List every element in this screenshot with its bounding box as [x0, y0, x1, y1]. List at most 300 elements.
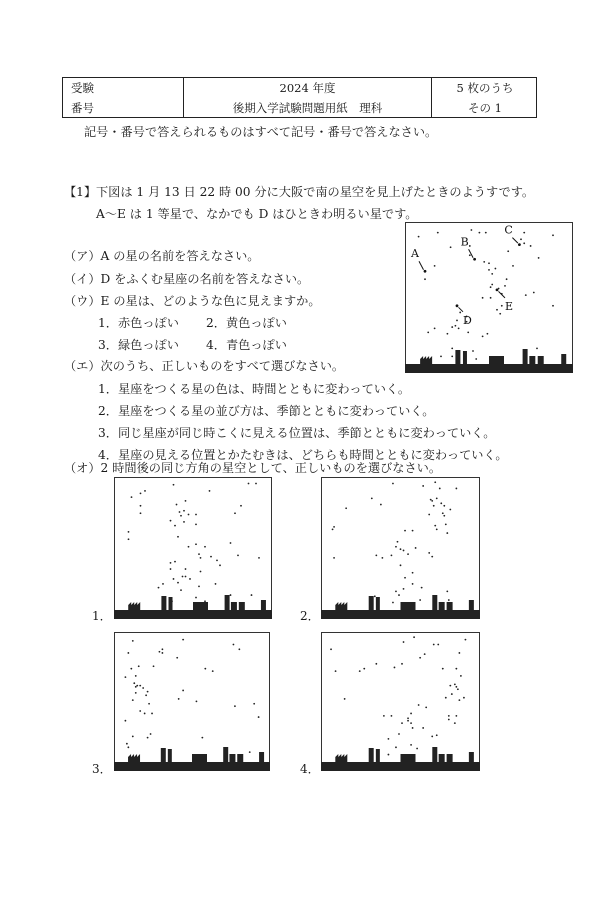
- star: [142, 687, 144, 689]
- star: [395, 746, 397, 748]
- chart-frame: [115, 478, 272, 619]
- star: [237, 555, 239, 557]
- star: [455, 668, 457, 670]
- building: [231, 602, 237, 610]
- building: [447, 602, 453, 610]
- star: [424, 653, 426, 655]
- star: [428, 552, 430, 554]
- star: [151, 713, 153, 715]
- star: [153, 665, 155, 667]
- star: [530, 245, 532, 247]
- star: [170, 520, 172, 522]
- star: [428, 514, 430, 516]
- star: [174, 525, 176, 527]
- building: [432, 595, 437, 610]
- star: [451, 693, 453, 695]
- choice-u-4: 4．青色っぽい: [206, 338, 287, 352]
- exam-title-cell: [184, 78, 432, 117]
- star: [251, 594, 253, 596]
- star: [536, 347, 538, 349]
- star: [170, 568, 172, 570]
- star: [448, 719, 450, 721]
- star: [412, 583, 414, 585]
- star: [445, 697, 447, 699]
- star: [127, 746, 129, 748]
- star: [234, 512, 236, 514]
- star: [173, 484, 175, 486]
- star: [391, 555, 393, 557]
- choice-e-1: 1．星座をつくる星の色は、時間とともに変わっていく。: [98, 382, 411, 396]
- star: [195, 597, 197, 599]
- star: [240, 505, 242, 507]
- option-chart-4[interactable]: [321, 632, 480, 771]
- star: [128, 538, 130, 540]
- star: [371, 497, 373, 499]
- star: [248, 483, 250, 485]
- star: [412, 530, 414, 532]
- star: [434, 525, 436, 527]
- star: [125, 676, 127, 678]
- option-chart-1[interactable]: [114, 477, 272, 619]
- star: [404, 530, 406, 532]
- star: [488, 269, 490, 271]
- star: [177, 536, 179, 538]
- star: [176, 657, 178, 659]
- star: [170, 562, 172, 564]
- star: [344, 698, 346, 700]
- exam-title: 後期入学試験問題用紙 理科: [232, 101, 383, 115]
- star: [434, 481, 436, 483]
- star: [210, 556, 212, 558]
- building: [447, 754, 453, 762]
- star: [490, 297, 492, 299]
- star: [159, 651, 161, 653]
- star: [430, 499, 432, 501]
- star: [135, 675, 137, 677]
- star: [431, 736, 433, 738]
- star: [463, 697, 465, 699]
- building: [369, 748, 374, 762]
- star-a: [424, 270, 427, 273]
- star: [533, 292, 535, 294]
- star: [189, 578, 191, 580]
- star: [410, 744, 412, 746]
- star: [465, 639, 467, 641]
- chart-frame: [322, 478, 480, 619]
- choice-e-4: 4．星座の見える位置とかたむきは、どちらも時間とともに変わっていく。: [98, 448, 508, 462]
- star: [332, 528, 334, 530]
- star: [504, 285, 506, 287]
- star: [482, 297, 484, 299]
- star: [472, 350, 474, 352]
- star: [458, 328, 460, 330]
- star: [200, 571, 202, 573]
- building: [161, 748, 166, 762]
- star: [131, 496, 133, 498]
- exam-year: 2024 年度: [279, 81, 336, 95]
- main-star-chart: [405, 222, 573, 373]
- star: [388, 754, 390, 756]
- star-label-a: A: [411, 247, 419, 261]
- choice-u-3: 3．緑色っぽい: [98, 338, 179, 352]
- star: [410, 722, 412, 724]
- star: [158, 587, 160, 589]
- star: [422, 727, 424, 729]
- star: [395, 590, 397, 592]
- star: [422, 485, 424, 487]
- star: [456, 320, 458, 322]
- star: [454, 722, 456, 724]
- star: [445, 524, 447, 526]
- star: [469, 245, 471, 247]
- star: [138, 665, 140, 667]
- star: [400, 548, 402, 550]
- star: [204, 600, 206, 602]
- star: [179, 511, 181, 513]
- star: [471, 229, 473, 231]
- star: [162, 652, 164, 654]
- star: [443, 505, 445, 507]
- star: [446, 590, 448, 592]
- star: [209, 490, 211, 492]
- star: [483, 261, 485, 263]
- star: [234, 705, 236, 707]
- star: [436, 734, 438, 736]
- star: [182, 639, 184, 641]
- ground: [321, 762, 480, 771]
- star: [139, 685, 141, 687]
- star: [451, 347, 453, 349]
- star: [185, 576, 187, 578]
- star: [469, 254, 471, 256]
- building: [168, 749, 172, 762]
- star: [140, 505, 142, 507]
- star: [431, 556, 433, 558]
- star: [233, 644, 235, 646]
- building: [237, 754, 243, 762]
- star: [230, 542, 232, 544]
- building: [439, 754, 445, 762]
- star-e: [496, 288, 499, 291]
- chart-frame: [322, 633, 480, 771]
- star: [398, 733, 400, 735]
- star: [180, 589, 182, 591]
- star: [132, 640, 134, 642]
- star: [413, 636, 415, 638]
- star: [392, 602, 394, 604]
- building: [369, 596, 374, 610]
- star: [419, 599, 421, 601]
- star: [333, 526, 335, 528]
- option-chart-3[interactable]: [114, 632, 270, 771]
- star: [455, 325, 457, 327]
- star: [479, 232, 481, 234]
- building: [439, 602, 445, 610]
- star: [330, 648, 332, 650]
- star: [403, 550, 405, 552]
- star: [238, 648, 240, 650]
- star: [375, 663, 377, 665]
- star: [488, 262, 490, 264]
- building: [223, 747, 228, 762]
- star: [449, 509, 451, 511]
- star: [440, 355, 442, 357]
- building: [192, 754, 207, 762]
- star: [442, 668, 444, 670]
- star: [136, 685, 138, 687]
- star: [178, 698, 180, 700]
- building: [169, 597, 173, 610]
- star: [454, 684, 456, 686]
- sub-question-o: （オ）2 時間後の同じ方角の星空として、正しいものを選びなさい。: [64, 461, 442, 475]
- ground: [114, 610, 272, 619]
- sub-question-e: （エ）次のうち、正しいものをすべて選びなさい。: [64, 359, 345, 373]
- exam-label-line1: 受験: [71, 81, 94, 95]
- star-c: [518, 243, 521, 246]
- star: [388, 738, 390, 740]
- option-chart-2[interactable]: [321, 477, 480, 619]
- star: [495, 268, 497, 270]
- star: [196, 700, 198, 702]
- star: [424, 278, 426, 280]
- building: [469, 600, 474, 610]
- star: [431, 500, 433, 502]
- star: [523, 232, 525, 234]
- star: [398, 594, 400, 596]
- building: [401, 754, 416, 762]
- star: [162, 648, 164, 650]
- star: [415, 547, 417, 549]
- star: [176, 504, 178, 506]
- star: [195, 514, 197, 516]
- star: [139, 710, 141, 712]
- star: [400, 564, 402, 566]
- star: [407, 553, 409, 555]
- star: [448, 599, 450, 601]
- star: [407, 717, 409, 719]
- building: [401, 602, 416, 610]
- page-count-cell: [432, 78, 538, 117]
- star: [475, 358, 477, 360]
- sub-question-i: （イ）D をふくむ星座の名前を答えなさい。: [64, 272, 310, 286]
- star: [133, 682, 135, 684]
- building: [432, 747, 437, 762]
- ground: [114, 762, 270, 771]
- star: [397, 541, 399, 543]
- star: [144, 713, 146, 715]
- star: [177, 582, 179, 584]
- star: [457, 688, 459, 690]
- star: [404, 577, 406, 579]
- building: [261, 600, 266, 610]
- star: [427, 332, 429, 334]
- star: [375, 555, 377, 557]
- star: [440, 502, 442, 504]
- star: [204, 668, 206, 670]
- building: [455, 350, 460, 364]
- choice-u-2: 2．黄色っぽい: [206, 316, 287, 330]
- exam-header-table: [62, 77, 537, 118]
- building: [259, 752, 264, 762]
- star: [525, 294, 527, 296]
- star: [552, 234, 554, 236]
- star: [523, 242, 525, 244]
- question-intro-line2: A～E は 1 等星で、なかでも D はひときわ明るい星です。: [96, 207, 418, 221]
- building: [161, 596, 166, 610]
- star-label-b: B: [460, 235, 469, 249]
- star: [552, 305, 554, 307]
- star: [416, 748, 418, 750]
- star: [198, 553, 200, 555]
- building: [469, 752, 474, 762]
- star: [460, 675, 462, 677]
- star: [395, 546, 397, 548]
- star: [380, 504, 382, 506]
- star: [255, 483, 257, 485]
- star: [253, 703, 255, 705]
- star-label-d: D: [463, 313, 472, 327]
- star: [335, 670, 337, 672]
- star: [359, 670, 361, 672]
- star: [407, 720, 409, 722]
- star: [128, 531, 130, 533]
- star: [449, 685, 451, 687]
- star: [212, 670, 214, 672]
- star: [185, 500, 187, 502]
- page-number: その 1: [468, 101, 502, 115]
- star: [201, 737, 203, 739]
- star: [467, 332, 469, 334]
- sub-question-a: （ア）A の星の名前を答えなさい。: [64, 249, 260, 263]
- exam-number-cell: [63, 78, 184, 117]
- star-label-c: C: [504, 223, 513, 237]
- star: [451, 326, 453, 328]
- star: [499, 313, 501, 315]
- option-label-1: 1．: [92, 609, 112, 623]
- star: [419, 657, 421, 659]
- building: [193, 602, 208, 610]
- star: [448, 715, 450, 717]
- star: [148, 703, 150, 705]
- star: [147, 691, 149, 693]
- star: [333, 557, 335, 559]
- star: [215, 583, 217, 585]
- option-label-2: 2．: [300, 609, 320, 623]
- star: [442, 512, 444, 514]
- star: [412, 572, 414, 574]
- star: [392, 483, 394, 485]
- building: [538, 356, 544, 364]
- star: [219, 564, 221, 566]
- star: [455, 488, 457, 490]
- star: [147, 737, 149, 739]
- building: [489, 356, 504, 364]
- star: [130, 668, 132, 670]
- star: [436, 497, 438, 499]
- star: [185, 568, 187, 570]
- star: [195, 543, 197, 545]
- exam-label-line2: 番号: [71, 101, 94, 115]
- building: [225, 595, 230, 610]
- sub-question-u: （ウ）E の星は、どのような色に見えますか。: [64, 294, 321, 308]
- ground: [321, 610, 480, 619]
- star: [421, 587, 423, 589]
- star: [403, 641, 405, 643]
- star: [412, 727, 414, 729]
- star: [506, 278, 508, 280]
- star: [345, 507, 347, 509]
- star-label-e: E: [505, 299, 514, 313]
- star: [437, 232, 439, 234]
- star: [418, 704, 420, 706]
- star: [403, 588, 405, 590]
- star: [450, 246, 452, 248]
- star-d: [456, 304, 459, 307]
- building: [463, 351, 467, 364]
- building: [376, 597, 380, 610]
- star: [434, 328, 436, 330]
- star: [443, 515, 445, 517]
- star: [173, 578, 175, 580]
- star: [425, 706, 427, 708]
- choice-e-2: 2．星座をつくる星の並び方は、季節とともに変わっていく。: [98, 404, 435, 418]
- instructions: 記号・番号で答えられるものはすべて記号・番号で答えなさい。: [84, 125, 438, 139]
- chart-frame: [406, 223, 573, 373]
- star: [363, 668, 365, 670]
- star: [538, 257, 540, 259]
- building: [523, 349, 528, 364]
- ground: [405, 364, 573, 373]
- star: [126, 743, 128, 745]
- star: [204, 546, 206, 548]
- star: [447, 333, 449, 335]
- star: [195, 524, 197, 526]
- star: [507, 250, 509, 252]
- star: [258, 716, 260, 718]
- star: [135, 692, 137, 694]
- star: [140, 512, 142, 514]
- star: [162, 583, 164, 585]
- question-intro-line1: 下図は 1 月 13 日 22 時 00 分に大阪で南の星空を見上げたときのようすです。: [96, 185, 535, 199]
- star: [458, 699, 460, 701]
- star: [512, 265, 514, 267]
- star: [127, 652, 129, 654]
- star: [394, 667, 396, 669]
- star: [520, 238, 522, 240]
- star: [490, 286, 492, 288]
- star: [401, 722, 403, 724]
- star: [258, 557, 260, 559]
- star: [433, 644, 435, 646]
- building: [229, 754, 235, 762]
- building: [376, 749, 380, 762]
- star: [183, 521, 185, 523]
- star: [434, 265, 436, 267]
- choice-e-3: 3．同じ星座が同じ時こくに見える位置は、季節とともに変わっていく。: [98, 426, 496, 440]
- star: [150, 733, 152, 735]
- star: [374, 595, 376, 597]
- star: [491, 273, 493, 275]
- star: [485, 232, 487, 234]
- star: [132, 736, 134, 738]
- star: [491, 284, 493, 286]
- star: [230, 594, 232, 596]
- page-count-total: 5 枚のうち: [456, 81, 514, 95]
- star: [249, 751, 251, 753]
- star: [174, 561, 176, 563]
- star: [132, 699, 134, 701]
- option-label-4: 4．: [300, 762, 320, 776]
